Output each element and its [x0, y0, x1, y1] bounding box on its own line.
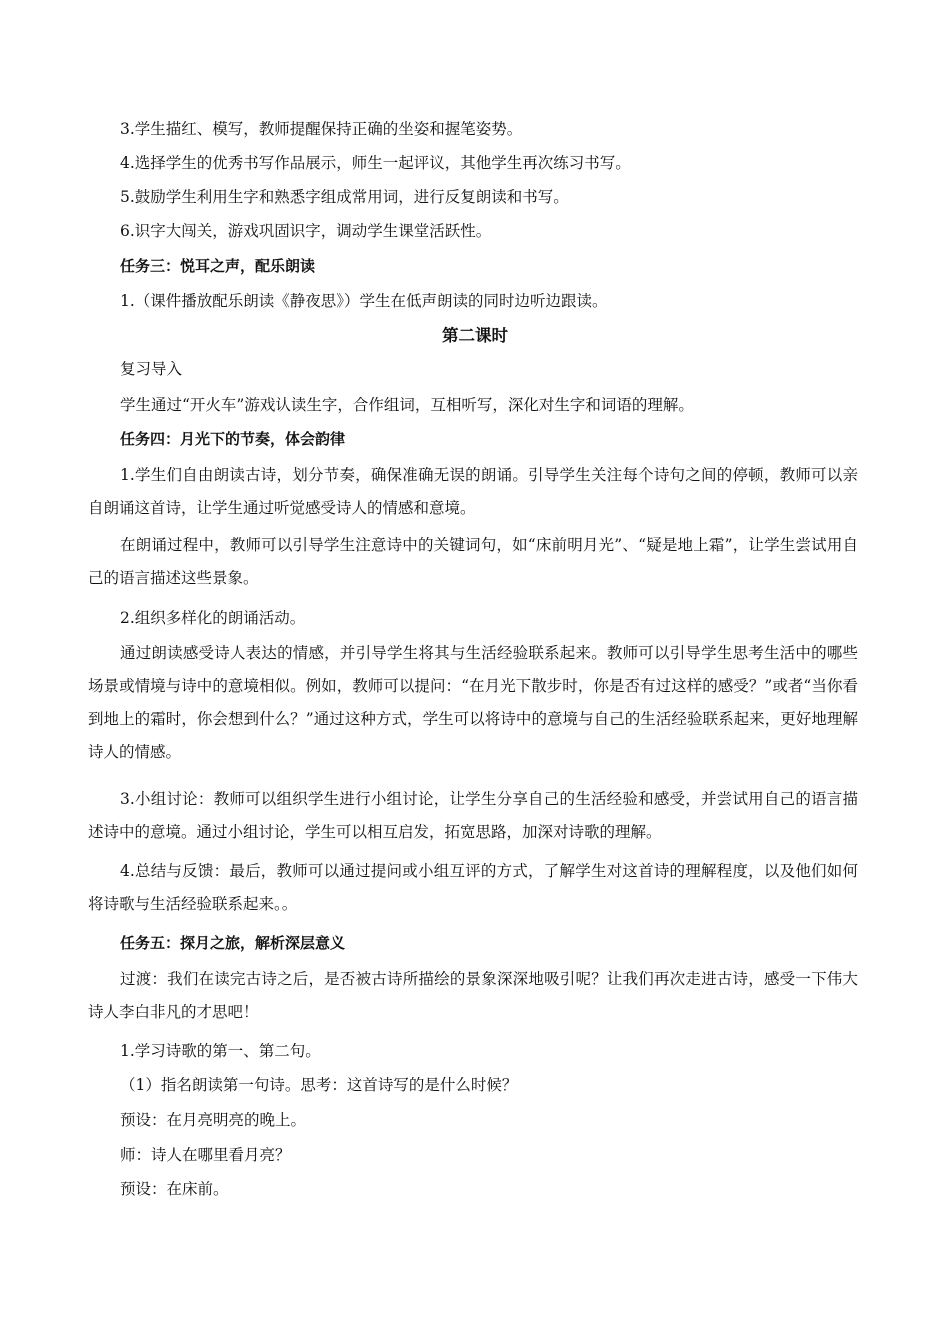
step-6-text: 6.识字大闯关，游戏巩固识字，调动学生课堂活跃性。 — [120, 222, 492, 240]
task-5-step-1: 1.学习诗歌的第一、第二句。 — [120, 1042, 321, 1060]
step-5-text: 5.鼓励学生利用生字和熟悉字组成常用词，进行反复朗读和书写。 — [120, 188, 569, 206]
task-4-paragraph-5: 4.总结与反馈：最后，教师可以通过提问或小组互评的方式，了解学生对这首诗的理解程度，以及他们如何将诗歌与生活经验联系起来。。 — [88, 862, 858, 913]
task-4-paragraph-4: 3.小组讨论：教师可以组织学生进行小组讨论，让学生分享自己的生活经验和感受，并尝试用自己的语言描述诗中的意境。通过小组讨论，学生可以相互启发，拓宽思路，加深对诗歌的理解。 — [88, 790, 858, 841]
lesson-2-title: 第二课时 — [442, 326, 508, 345]
review-intro-text: 学生通过“开火车”游戏认读生字，合作组词，互相听写，深化对生字和词语的理解。 — [120, 396, 694, 414]
task-3-step-1: 1.（课件播放配乐朗读《静夜思》）学生在低声朗读的同时边听边跟读。 — [120, 292, 608, 310]
task-4-step-2: 2.组织多样化的朗诵活动。 — [120, 609, 306, 627]
task-5-answer-2: 预设：在床前。 — [120, 1180, 229, 1198]
step-3-text: 3.学生描红、模写，教师提醒保持正确的坐姿和握笔姿势。 — [120, 120, 523, 138]
task-4-heading: 任务四：月光下的节奏，体会韵律 — [120, 430, 346, 448]
task-5-question-2: 师：诗人在哪里看月亮？ — [120, 1146, 291, 1164]
step-4-text: 4.选择学生的优秀书写作品展示，师生一起评议，其他学生再次练习书写。 — [120, 154, 631, 172]
task-4-paragraph-1: 1.学生们自由朗读古诗，划分节奏，确保准确无误的朗诵。引导学生关注每个诗句之间的停顿，教师可以亲自朗诵这首诗，让学生通过听觉感受诗人的情感和意境。 — [88, 466, 858, 517]
task-5-paragraph-1: 过渡：我们在读完古诗之后，是否被古诗所描绘的景象深深地吸引呢？让我们再次走进古诗，感受一下伟大诗人李白非凡的才思吧！ — [88, 970, 858, 1021]
task-5-heading: 任务五：探月之旅，解析深层意义 — [120, 934, 346, 952]
review-intro-label: 复习导入 — [120, 360, 183, 378]
task-5-answer-1: 预设：在月亮明亮的晚上。 — [120, 1111, 307, 1129]
task-3-heading: 任务三：悦耳之声，配乐朗读 — [120, 257, 316, 275]
task-5-question-1: （1）指名朗读第一句诗。思考：这首诗写的是什么时候？ — [120, 1076, 518, 1094]
task-4-paragraph-3: 通过朗读感受诗人表达的情感，并引导学生将其与生活经验联系起来。教师可以引导学生思考生活中的哪些场景或情境与诗中的意境相似。例如，教师可以提问：“在月光下散步时，你是否有过这样的感受？”或者“当你看到地上的霜时，你会想到什么？”通过这种方式，学生可以将诗中的意境与自己的生活经验联系起来，更好地理解诗人的情感。 — [88, 644, 858, 761]
task-4-paragraph-2: 在朗诵过程中，教师可以引导学生注意诗中的关键词句，如“床前明月光”、“疑是地上霜”，让学生尝试用自己的语言描述这些景象。 — [88, 536, 858, 587]
